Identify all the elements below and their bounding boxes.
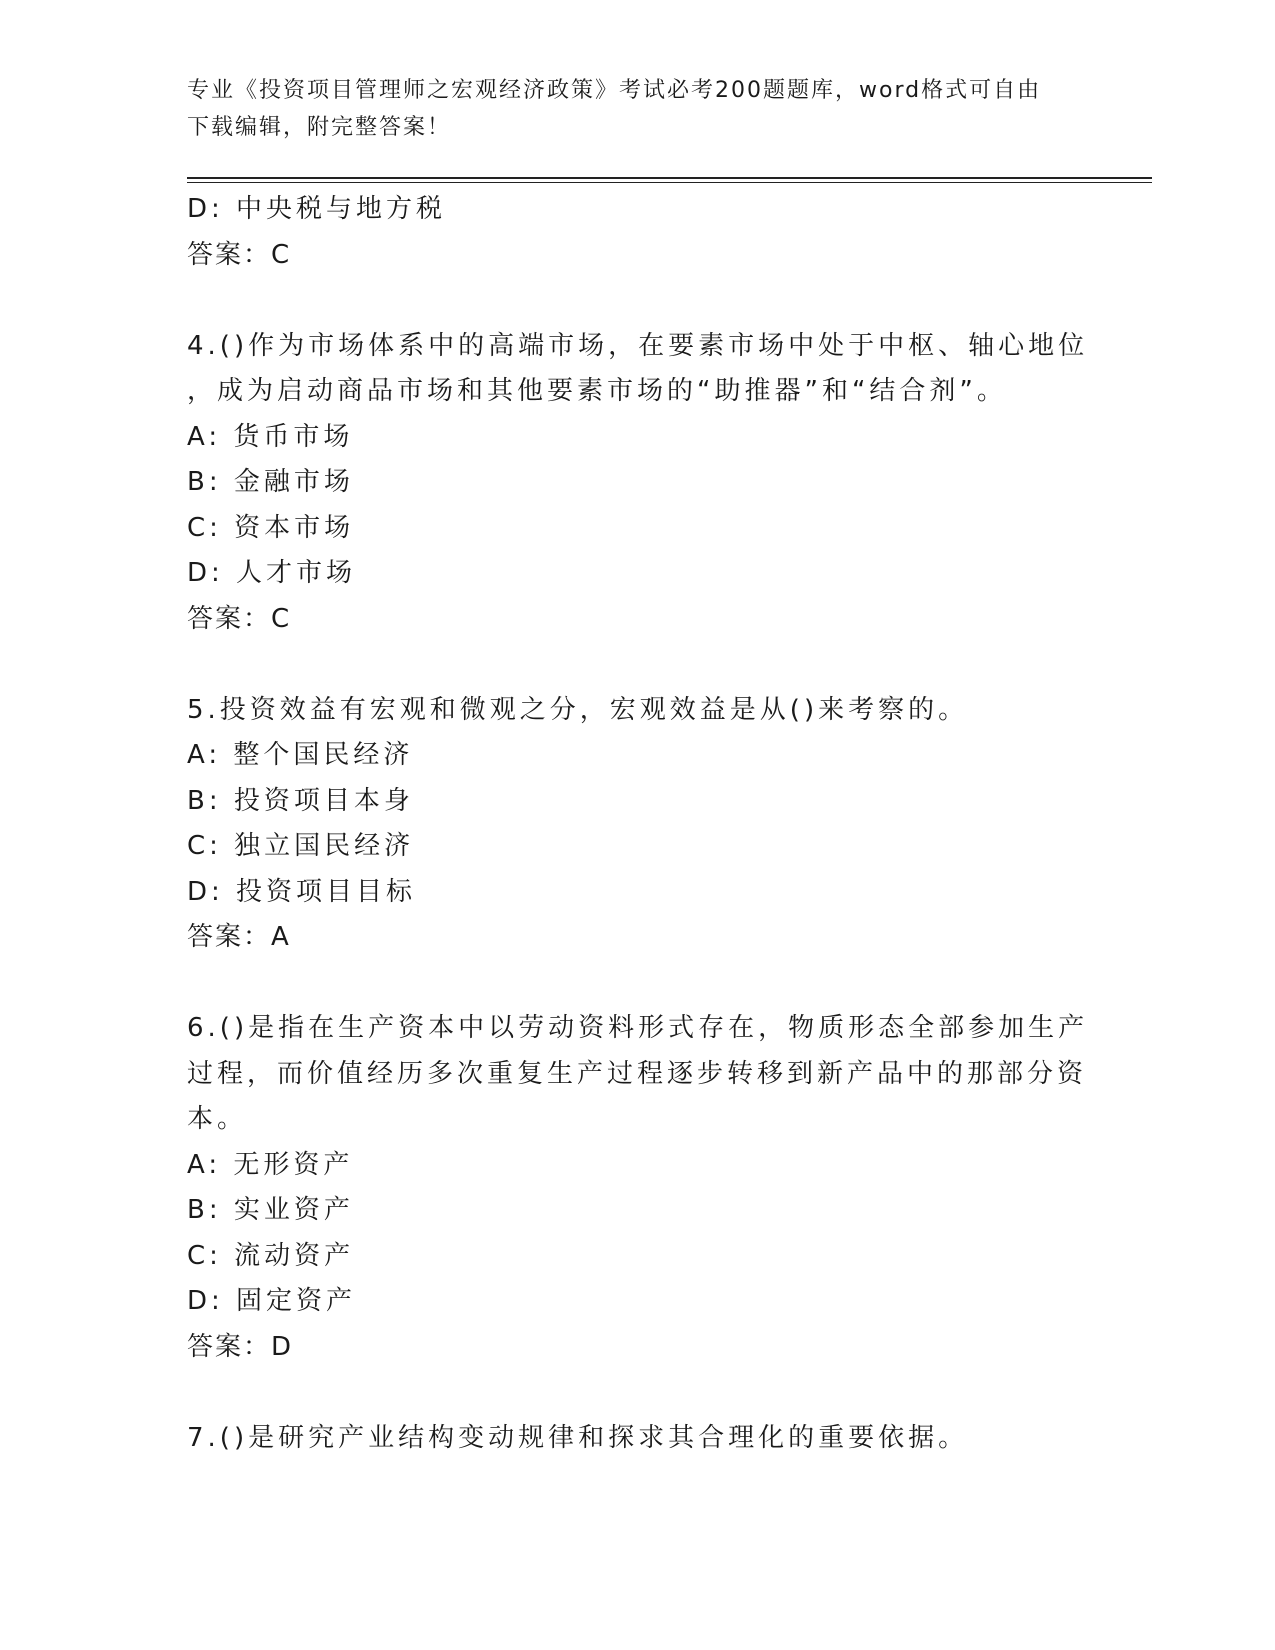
question-stem-line: 6.()是指在生产资本中以劳动资料形式存在，物质形态全部参加生产 — [187, 1013, 1089, 1043]
answer-line: 答案：A — [187, 922, 291, 952]
question-stem-line: ，成为启动商品市场和其他要素市场的“助推器”和“结合剂”。 — [187, 376, 1007, 406]
document-header — [187, 72, 1067, 146]
question-6 — [187, 1006, 1087, 1370]
header-line-1: 专业《投资项目管理师之宏观经济政策》考试必考200题题库，word格式可自由 — [187, 78, 1042, 103]
question-stem-line: 4.()作为市场体系中的高端市场，在要素市场中处于中枢、轴心地位 — [187, 330, 1089, 361]
question-stem-line: 5.投资效益有宏观和微观之分，宏观效益是从()来考察的。 — [187, 694, 969, 725]
question-stem-line: 7.()是研究产业结构变动规律和探求其合理化的重要依据。 — [187, 1422, 969, 1453]
header-divider-thick — [187, 177, 1152, 179]
answer-line: 答案：C — [187, 239, 292, 270]
header-line-2: 下载编辑，附完整答案！ — [187, 115, 452, 140]
option-d: D: 固定资产 — [187, 1286, 357, 1316]
option-d: D: 中央税与地方税 — [187, 194, 447, 224]
spacer — [187, 1370, 1087, 1416]
option-c: C: 资本市场 — [187, 512, 355, 543]
option-b: B: 投资项目本身 — [187, 785, 414, 816]
option-c: C: 流动资产 — [187, 1240, 355, 1271]
question-5 — [187, 688, 1087, 961]
question-stem-line: 本。 — [187, 1104, 248, 1134]
option-c: C: 独立国民经济 — [187, 831, 415, 861]
option-a: A: 整个国民经济 — [187, 740, 414, 770]
question-7 — [187, 1416, 1087, 1462]
option-d: D: 投资项目目标 — [187, 876, 417, 907]
option-a: A: 无形资产 — [187, 1149, 354, 1180]
option-b: B: 金融市场 — [187, 467, 354, 497]
answer-line: 答案：C — [187, 603, 292, 634]
answer-line: 答案：D — [187, 1331, 294, 1362]
spacer — [187, 961, 1087, 1007]
spacer — [187, 278, 1087, 324]
spacer — [187, 642, 1087, 688]
question-4 — [187, 324, 1087, 643]
option-d: D: 人才市场 — [187, 558, 357, 588]
option-a: A: 货币市场 — [187, 421, 354, 452]
question-list — [187, 187, 1087, 1461]
option-b: B: 实业资产 — [187, 1195, 354, 1225]
header-divider-thin — [187, 182, 1152, 183]
carryover-block — [187, 187, 1087, 278]
question-stem-line: 过程，而价值经历多次重复生产过程逐步转移到新产品中的那部分资 — [187, 1058, 1088, 1089]
